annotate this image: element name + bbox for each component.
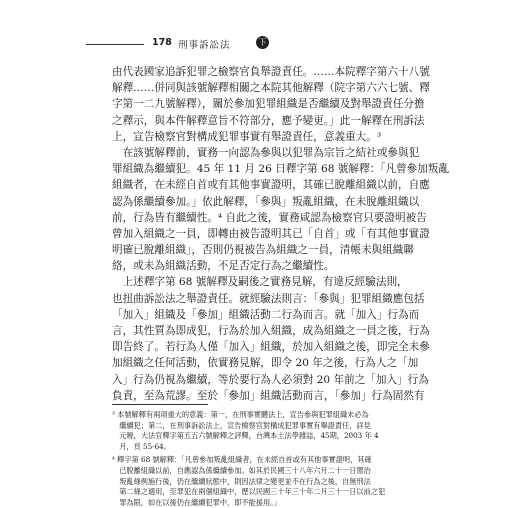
- body-text: [112, 64, 450, 404]
- footnote-4-line: 叛亂條例施行後，仍在繼續狀態中，則因法律之變更並不在行為之後，自無刑法: [112, 476, 371, 486]
- body-line: 負責，至為荒謬。至於「參加」組織活動而言，「參加」行為固然有: [112, 389, 425, 402]
- body-line: 字第一二九號解釋），關於參加犯罪組織是否繼續及對舉證責任分擔: [112, 98, 425, 111]
- header-rule: [86, 44, 144, 45]
- body-line: 加組織之任何活動，依實務見解，即令 20 年之後，行為人之「加: [112, 357, 419, 370]
- body-line: 之釋示，與本件解釋意旨不符部分，應予變更。」此一解釋在刑訴法: [112, 114, 425, 127]
- footnote-4-line: 第二條之適用，至罪犯在兩個組織中，歷以民國三十年三十年二月三十一日以前之犯: [112, 487, 386, 497]
- body-line: 即告終了。若行為人僅「加入」組織，於加入組織之後，即完全未參: [112, 341, 430, 354]
- body-line: 也扭曲訴訟法之舉證責任。就經驗法則言：「參與」犯罪組織應包括: [112, 292, 425, 305]
- footnote-3-line: 繼續犯；第二，在刑事訴訟法上，宣告檢察官對構成犯罪事實有舉證責任，詳見: [112, 420, 371, 430]
- page-number: 178: [152, 37, 172, 48]
- body-line: 組織者，在未經自首或有其他事實證明，其確已脫離組織以前，自應: [112, 179, 430, 192]
- footnote-3-line: 元曉，大法官釋字第五五六號解釋之評釋，台灣本土法學雜誌，45期，2003 年 4: [112, 431, 379, 441]
- footnote-3-line: 月，頁 55-64。: [112, 441, 171, 451]
- footnote-rule: [112, 404, 208, 405]
- body-line: 上述釋字第 68 號解釋及嗣後之實務見解，有違反經驗法則，: [112, 276, 408, 289]
- footnotes: [112, 410, 414, 508]
- footnote-3-line: ³ 本號解釋有兩項重大的意義：第一，在刑事實體法上，宣告參與犯罪組織未必為: [112, 410, 369, 419]
- body-line: 曾加入組織之一員，即轉由被告證明其已「自首」或「有其他事實證: [112, 227, 430, 240]
- volume-badge: 下: [256, 36, 269, 49]
- body-line: 入」行為仍視為繼續，等於要行為人必須對 20 年前之「加入」行為: [112, 373, 429, 386]
- body-line: 認為係繼續參加。」依此解釋，「參與」叛亂組織，在未脫離組織以: [112, 195, 420, 208]
- body-line: 言，其性質為即成犯，行為於加入組織，成為組織之一員之後，行為: [112, 325, 430, 337]
- running-header: [86, 36, 466, 52]
- body-line: 前，行為皆有繼續性。⁴ 自此之後，實務咸認為檢察官只要證明被告: [112, 211, 427, 224]
- footnote-4-line: 已脫離組織以前，自應認為係繼續參加。如其於民國三十八年六月二十一日懲治: [112, 465, 371, 475]
- body-line: 明確已脫離組織」，否則仍視被告為組織之一員，清帳未與組織聯: [112, 244, 414, 257]
- body-line: 由代表國家追訴犯罪之檢察官負舉證責任。……本院釋字第六十八號: [112, 66, 430, 78]
- footnote-4-line: ⁴ 釋字第 68 號解釋：「凡曾參加叛亂組織者，在未經自首或有其他事實證明，其確: [112, 455, 372, 465]
- body-line: 「加入」組織及「參加」組織活動二行為而言。就「加入」行為而: [112, 308, 420, 321]
- body-line: 罪組織為繼續犯。45 年 11 月 26 日釋字第 68 號解釋：「凡曾參加叛亂: [112, 163, 450, 176]
- body-line: 解釋……併同與該號解釋相關之本院其他解釋（院字第六六七號、釋: [112, 82, 430, 95]
- body-line: 上，宣告檢察官對構成犯罪事實有舉證責任，意義重大。³: [112, 130, 382, 143]
- book-title: 刑事訴訟法: [178, 40, 231, 51]
- body-line: 在該號解釋前，實務一向認為參與以犯罪為宗旨之結社或參與犯: [112, 146, 420, 159]
- body-line: 絡，或未為組織活動，不足否定行為之繼續性。: [112, 260, 335, 273]
- footnote-4-line: 罪為限，如在以後仍在繼續犯罪中，即不能援用。」: [112, 497, 281, 507]
